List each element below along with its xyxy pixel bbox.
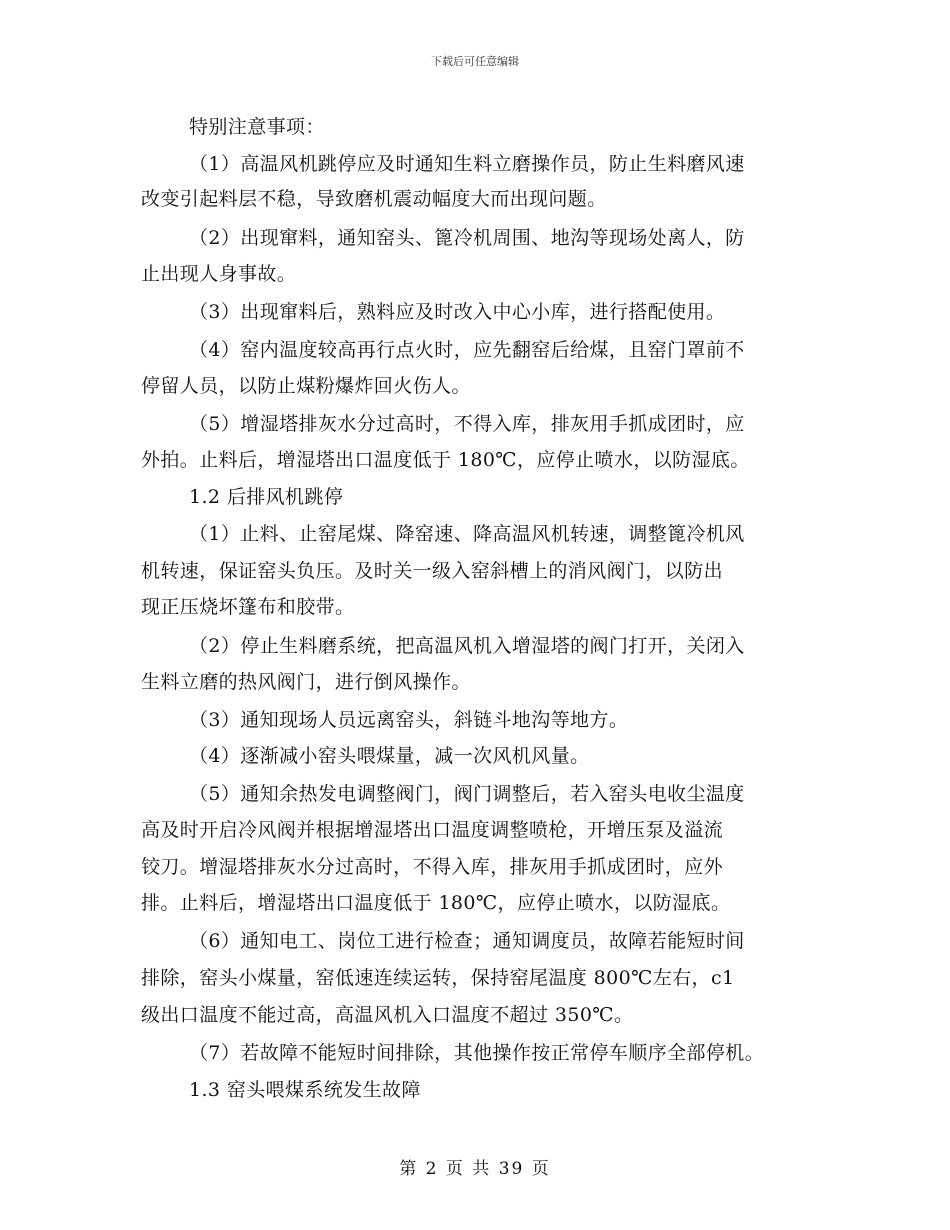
paragraph-line: 级出口温度不能过高，高温风机入口温度不超过 350℃。	[141, 1004, 634, 1026]
page-footer: 第 2 页 共 39 页	[399, 1159, 551, 1179]
paragraph-line: （7）若故障不能短时间排除，其他操作按正常停车顺序全部停机。	[189, 1042, 765, 1064]
paragraph-line: （1）止料、止窑尾煤、降窑速、降高温风机转速，调整篦冷机风	[189, 523, 745, 545]
paragraph-line: 止出现人身事故。	[141, 263, 297, 285]
paragraph-line: 机转速，保证窑头负压。及时关一级入窑斜槽上的消风阀门，以防出	[141, 560, 724, 582]
paragraph-line: （3）通知现场人员远离窑头，斜链斗地沟等地方。	[189, 709, 629, 731]
paragraph-line: （5）通知余热发电调整阀门，阀门调整后，若入窑头电收尘温度	[189, 783, 745, 805]
paragraph-line: （2）出现窜料，通知窑头、篦冷机周围、地沟等现场处离人，防	[189, 227, 745, 249]
paragraph-line: 排除，窑头小煤量，窑低速连续运转，保持窑尾温度 800℃左右，c1	[141, 967, 735, 989]
paragraph-line: 外拍。止料后，增湿塔出口温度低于 180℃，应停止喷水，以防湿底。	[141, 449, 750, 471]
paragraph-line: （1）高温风机跳停应及时通知生料立磨操作员，防止生料磨风速	[189, 153, 745, 175]
paragraph-line: 铰刀。增湿塔排灰水分过高时，不得入库，排灰用手抓成团时，应外	[141, 856, 724, 878]
paragraph-line: （4）窑内温度较高再行点火时，应先翻窑后给煤，且窑门罩前不	[189, 339, 745, 361]
section-heading: 1.3 窑头喂煤系统发生故障	[189, 1079, 421, 1101]
paragraph-line: 排。止料后，增湿塔出口温度低于 180℃，应停止喷水，以防湿底。	[141, 892, 731, 914]
paragraph-line: （3）出现窜料后，熟料应及时改入中心小库，进行搭配使用。	[189, 301, 726, 323]
paragraph-line: （2）停止生料磨系统，把高温风机入增湿塔的阀门打开，关闭入	[189, 635, 745, 657]
paragraph-line: 改变引起料层不稳，导致磨机震动幅度大而出现问题。	[141, 188, 607, 210]
section-heading: 1.2 后排风机跳停	[189, 486, 344, 508]
paragraph-line: 生料立磨的热风阀门，进行倒风操作。	[141, 671, 471, 693]
paragraph-line: （5）增湿塔排灰水分过高时，不得入库，排灰用手抓成团时，应	[189, 413, 745, 435]
paragraph-line: （4）逐渐减小窑头喂煤量，减一次风机风量。	[189, 745, 590, 767]
paragraph-line: 停留人员，以防止煤粉爆炸回火伤人。	[141, 375, 471, 397]
page-header: 下载后可任意编辑	[431, 55, 519, 68]
paragraph-line: 现正压烧坏篷布和胶带。	[141, 596, 355, 618]
paragraph-line: （6）通知电工、岗位工进行检查；通知调度员，故障若能短时间	[189, 930, 745, 952]
paragraph-line: 高及时开启冷风阀并根据增湿塔出口温度调整喷枪，开增压泵及溢流	[141, 819, 724, 841]
paragraph-line: 特别注意事项：	[189, 116, 325, 138]
